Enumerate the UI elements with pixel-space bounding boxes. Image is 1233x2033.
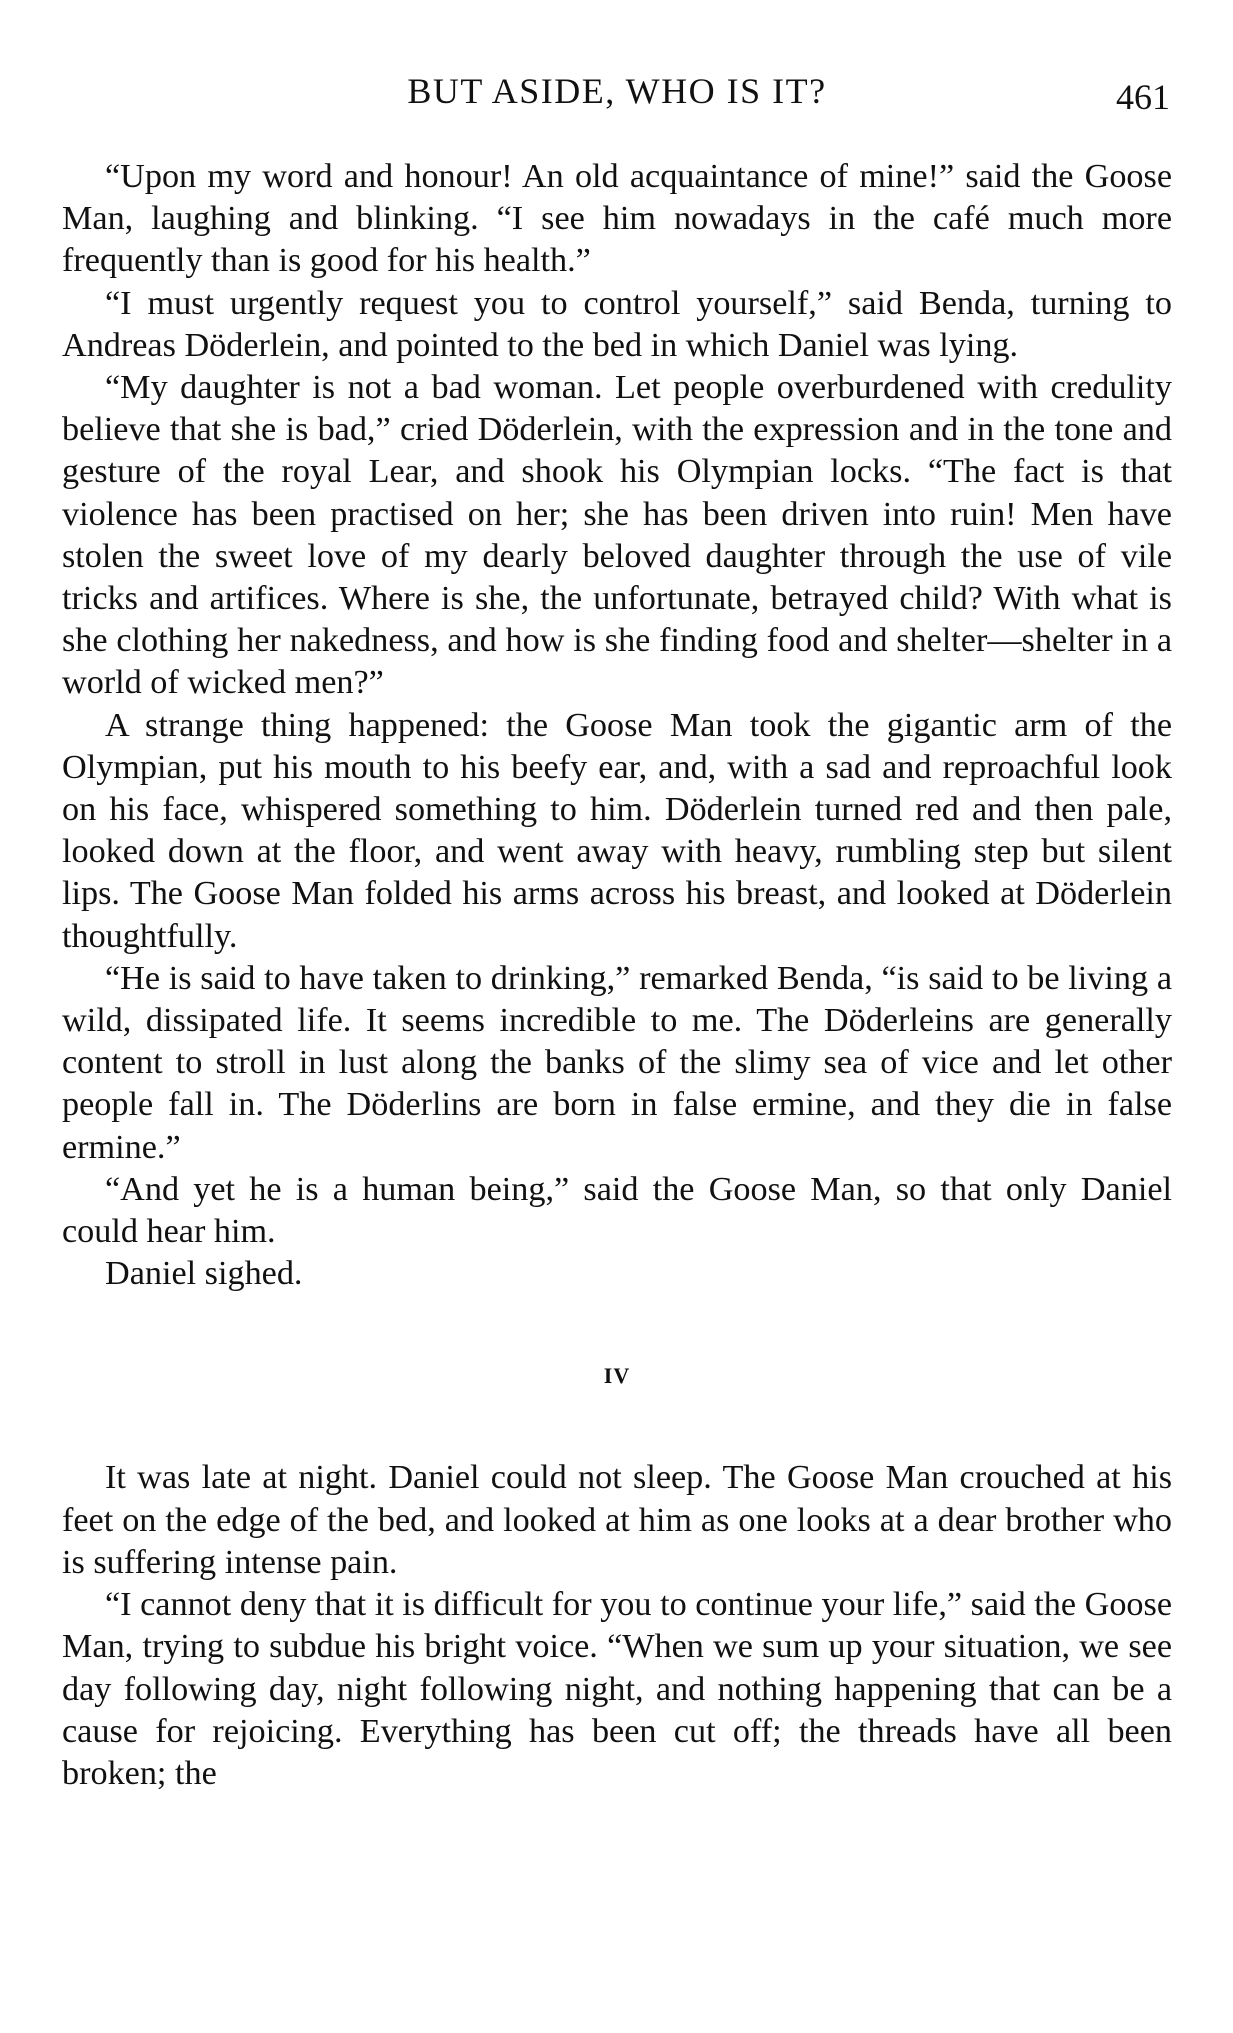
paragraph: A strange thing happened: the Goose Man took the gigantic arm of the Olympian, put his mouth to his beefy ear, and, with a sad and reproachful look on his face, whispered something to him. Döderlein turned red and then pale, looked down at the floor, and went away with heavy, rumbling step but silent lips. The Goose Man folded his arms across his breast, and looked at Döderlein thoughtfully. [62, 706, 1172, 955]
paragraph: “My daughter is not a bad woman. Let people overburdened with credulity believe that she is bad,” cried Döderlein, with the expression and in the tone and gesture of the royal Lear, and shook his Olympian locks. “The fact is that violence has been practised on her; she has been driven into ruin! Men have stolen the sweet love of my dearly beloved daughter through the use of vile tricks and artifices. Where is she, the unfortunate, betrayed child? With what is she clothing her nakedness, and how is she finding food and shelter—shelter in a world of wicked men?” [62, 369, 1172, 702]
running-header [62, 70, 1172, 130]
paragraph: “I must urgently request you to control yourself,” said Benda, turning to Andreas Döderlein, and pointed to the bed in which Daniel was lying. [62, 284, 1172, 364]
running-title: BUT ASIDE, WHO IS IT? [407, 71, 827, 111]
section-heading: IV [603, 1363, 631, 1389]
paragraph: Daniel sighed. [105, 1255, 303, 1293]
paragraph: It was late at night. Daniel could not sleep. The Goose Man crouched at his feet on the edge of the bed, and looked at him as one looks at a dear brother who is suffering intense pain. [62, 1459, 1172, 1581]
paragraph: “He is said to have taken to drinking,” remarked Benda, “is said to be living a wild, dissipated life. It seems incredible to me. The Döderleins are generally content to stroll in lust along the banks of the slimy sea of vice and let other people fall in. The Döderlins are born in false ermine, and they die in false ermine.” [62, 959, 1172, 1166]
paragraph: “Upon my word and honour! An old acquaintance of mine!” said the Goose Man, laughing and blinking. “I see him nowadays in the café much more frequently than is good for his health.” [62, 158, 1172, 280]
text-block-before-section [62, 156, 1172, 1295]
book-page [62, 70, 1172, 1795]
paragraph: “And yet he is a human being,” said the Goose Man, so that only Daniel could hear him. [62, 1170, 1172, 1251]
text-block-after-section [62, 1457, 1172, 1795]
paragraph: “I cannot deny that it is difficult for you to continue your life,” said the Goose Man, trying to subdue his bright voice. “When we sum up your situation, we see day following day, night following night, and nothing happening that can be a cause for rejoicing. Everything has been cut off; the threads have all been broken; the [62, 1586, 1172, 1792]
page-number: 461 [1116, 77, 1170, 117]
